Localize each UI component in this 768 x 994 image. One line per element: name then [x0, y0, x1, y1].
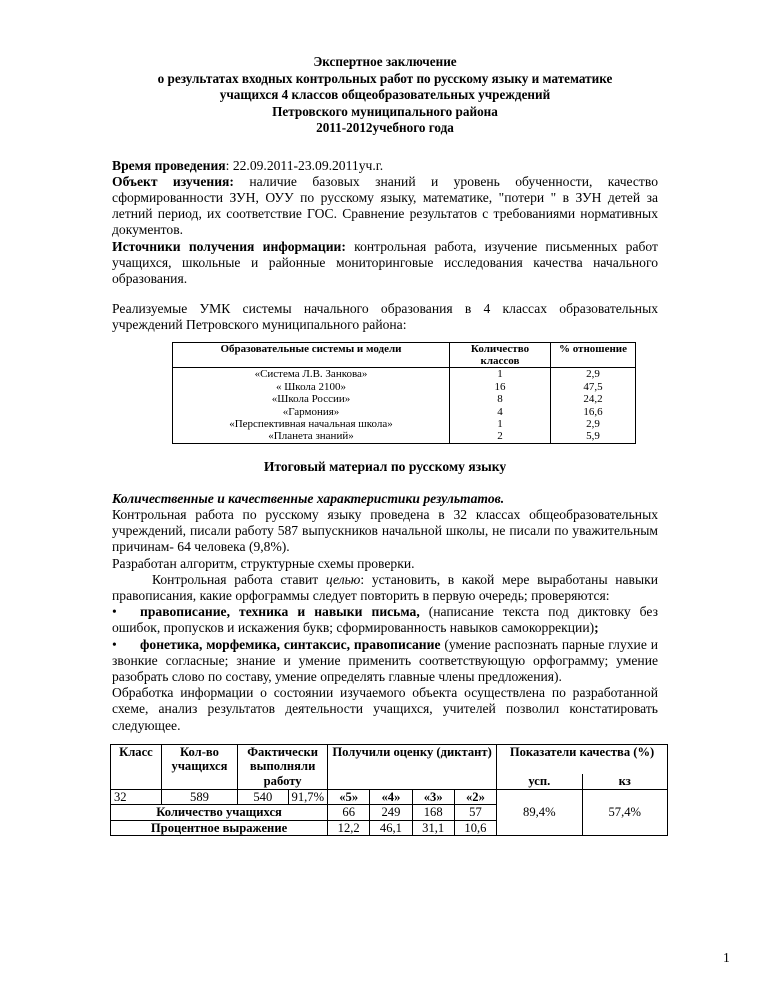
table-row — [173, 368, 636, 381]
time-value: : 22.09.2011-23.09.2011уч.г. — [225, 157, 384, 173]
subtitle: Количественные и качественные характеристики результатов. — [112, 490, 505, 506]
paragraph-1: Контрольная работа по русскому языку проведена в 32 классах общеобразовательных учреждений, писали работу 587 выпускников начальной школы, не писали по уважительным причинам- 64 человека (9,8%). — [112, 506, 658, 555]
bullet-2-text: (умение распознать парные глухие и звонкие согласные; знание и умение применить соответствующую орфограмму; умение разобрать слово по составу, умение определять главные члены предложения). — [112, 636, 658, 685]
models-header-name: Образовательные системы и модели — [173, 342, 450, 368]
res-grade-count: 249 — [370, 805, 412, 821]
bullet-2-bold: фонетика, морфемика, синтаксис, правописание — [140, 636, 441, 652]
title-line-3: учащихся 4 классов общеобразовательных учреждений — [219, 87, 551, 102]
sources-label: Источники получения информации: — [112, 238, 346, 254]
goal-word: целью — [325, 571, 361, 587]
time-label: Время проведения — [112, 157, 226, 173]
res-header-class: Класс — [111, 744, 162, 789]
res-grade-pct: 10,6 — [454, 820, 496, 836]
res-class: 32 — [111, 789, 162, 805]
paragraph-3 — [112, 572, 658, 604]
model-name: «Гармония» — [173, 406, 450, 418]
res-grade-label: «5» — [328, 789, 370, 805]
res-done-pct: 91,7% — [288, 789, 328, 805]
table-row — [173, 393, 636, 405]
res-kz: 57,4% — [582, 789, 667, 836]
model-pct: 47,5 — [551, 381, 636, 393]
res-grade-pct: 31,1 — [412, 820, 454, 836]
bullet-1-bold: правописание, техника и навыки письма, — [140, 604, 420, 620]
sources-paragraph — [112, 239, 658, 288]
res-header-kz: кз — [582, 774, 667, 789]
paragraph-3-end: : установить, в какой мере выработаны навыки правописания, какие орфограммы следует повторить в первую очередь; проверяются: — [112, 571, 658, 603]
res-header-grades: Получили оценку (диктант) — [328, 744, 497, 774]
paragraph-2: Разработан алгоритм, структурные схемы проверки. — [112, 555, 415, 571]
paragraph-4: Обработка информации о состоянии изучаемого объекта осуществлена по разработанной схеме, анализ результатов деятельности учащихся, учителей позволил констатировать следующее. — [112, 685, 658, 733]
res-grade-pct: 46,1 — [370, 820, 412, 836]
umk-paragraph: Реализуемые УМК системы начального образования в 4 классах образовательных учреждений Петровского муниципального района: — [112, 301, 658, 333]
res-grade-count: 57 — [454, 805, 496, 821]
model-name: «Система Л.В. Занкова» — [173, 368, 450, 381]
model-name: « Школа 2100» — [173, 381, 450, 393]
title-line-1: Экспертное заключение — [313, 54, 457, 69]
results-table — [110, 744, 668, 837]
model-count: 1 — [450, 368, 551, 381]
paragraph-3-start: Контрольная работа ставит — [152, 571, 326, 587]
res-header-done: Фактически выполняли работу — [238, 744, 328, 789]
models-header-count: Количество классов — [450, 342, 551, 368]
table-row — [173, 418, 636, 430]
model-name: «Школа России» — [173, 393, 450, 405]
res-grade-label: «3» — [412, 789, 454, 805]
bullet-dot-icon: • — [112, 604, 117, 620]
table-row — [111, 789, 668, 805]
model-count: 8 — [450, 393, 551, 405]
title-line-4: Петровского муниципального района — [272, 103, 498, 119]
table-row — [173, 430, 636, 443]
model-count: 2 — [450, 430, 551, 443]
time-paragraph — [112, 158, 658, 174]
object-paragraph — [112, 174, 658, 239]
res-done: 540 — [238, 789, 288, 805]
document-title — [112, 54, 658, 137]
models-header-pct: % отношение — [551, 342, 636, 368]
model-count: 1 — [450, 418, 551, 430]
res-grade-label: «4» — [370, 789, 412, 805]
table-row — [173, 406, 636, 418]
res-grade-label: «2» — [454, 789, 496, 805]
model-count: 4 — [450, 406, 551, 418]
res-grade-pct: 12,2 — [328, 820, 370, 836]
res-row-pct-label: Процентное выражение — [111, 820, 328, 836]
res-grade-count: 168 — [412, 805, 454, 821]
res-row-count-label: Количество учащихся — [111, 805, 328, 821]
section-title: Итоговый материал по русскому языку — [263, 458, 507, 474]
res-grade-count: 66 — [328, 805, 370, 821]
document-page — [112, 54, 658, 836]
model-pct: 16,6 — [551, 406, 636, 418]
res-count: 589 — [161, 789, 237, 805]
bullet-1-end: ; — [594, 620, 599, 636]
model-name: «Перспективная начальная школа» — [173, 418, 450, 430]
model-pct: 2,9 — [551, 418, 636, 430]
bullet-1 — [112, 604, 658, 636]
page-number: 1 — [723, 950, 730, 965]
model-pct: 5,9 — [551, 430, 636, 443]
model-count: 16 — [450, 381, 551, 393]
res-usp: 89,4% — [497, 789, 582, 836]
res-header-count: Кол-во учащихся — [161, 744, 237, 789]
object-value: наличие базовых знаний и уровень обученности, качество сформированности ЗУН, ОУУ по русскому языку, математике, "потери " в ЗУН детей за летний период, их соответствие ГОС. Сравнение результатов с требованиями нормативных документов. — [112, 173, 658, 238]
model-name: «Планета знаний» — [173, 430, 450, 443]
object-label: Объект изучения: — [112, 173, 234, 189]
bullet-1-text: (написание текста под диктовку без ошибок, пропусков и искажения букв; сформированность навыков самокоррекции) — [112, 604, 658, 636]
res-header-quality: Показатели качества (%) — [497, 744, 668, 774]
title-line-5: 2011-2012учебного года — [316, 120, 454, 135]
sources-value: контрольная работа, изучение письменных работ учащихся, школьные и районные мониторинговые исследования качества начального образования. — [112, 238, 658, 286]
bullet-dot-icon: • — [112, 636, 117, 652]
model-pct: 24,2 — [551, 393, 636, 405]
model-pct: 2,9 — [551, 368, 636, 381]
models-table — [172, 342, 636, 444]
res-header-usp: усп. — [497, 774, 582, 789]
title-line-2: о результатах входных контрольных работ по русскому языку и математике — [157, 70, 613, 86]
bullet-2 — [112, 637, 658, 686]
table-row — [173, 381, 636, 393]
